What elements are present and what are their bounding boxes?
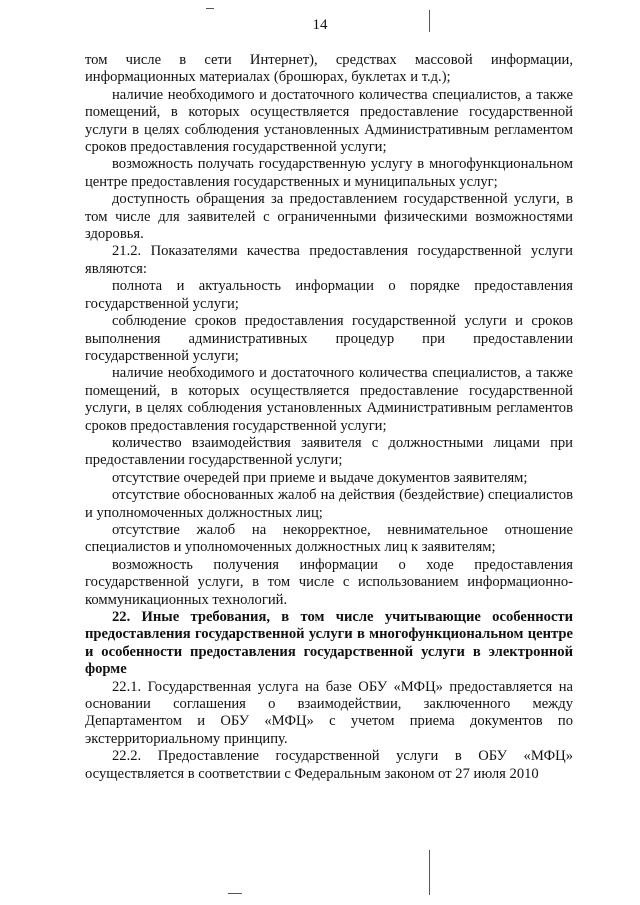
paragraph: том числе в сети Интернет), средствах массовой информации, информационных материалах (брошюрах, буклетах и т.д.); [85,52,573,86]
scan-mark-bottom [228,893,242,894]
paragraph: 22.1. Государственная услуга на базе ОБУ «МФЦ» предоставляется на основании соглашения о взаимодействии, заключенного между Департаментом и ОБУ «МФЦ» с учетом приема документов по экстерриториальному принципу. [85,678,573,747]
paragraph: наличие необходимого и достаточного количества специалистов, а также помещений, в которых осуществляется предоставление государственной услуги, в целях соблюдения установленных Административным регламентов сроков предоставления государственной услуги; [85,365,573,434]
paragraph: доступность обращения за предоставлением государственной услуги, в том числе для заявителей с ограниченными физическими возможностями здоровья. [85,191,573,243]
paragraph: 22.2. Предоставление государственной услуги в ОБУ «МФЦ» осуществляется в соответствии с Федеральным законом от 27 июля 2010 [85,748,573,782]
document-body [85,52,573,783]
paragraph: 21.2. Показателями качества предоставления государственной услуги являются: [85,243,573,277]
paragraph: возможность получать государственную услугу в многофункциональном центре предоставления государственных и муниципальных услуг; [85,156,573,190]
paragraph: наличие необходимого и достаточного количества специалистов, а также помещений, в которых осуществляется предоставление государственной услуги в целях соблюдения установленных Административным регламентом сроков предоставления государственной услуги; [85,86,573,156]
paragraph: количество взаимодействия заявителя с должностными лицами при предоставлении государственной услуги; [85,434,573,469]
scan-mark-right-top [429,10,430,32]
paragraph: отсутствие очередей при приеме и выдаче документов заявителям; [112,469,528,486]
paragraph: отсутствие обоснованных жалоб на действия (бездействие) специалистов и уполномоченных должностных лиц; [85,487,573,521]
paragraph: соблюдение сроков предоставления государственной услуги и сроков выполнения административных процедур при предоставлении государственной услуги; [85,313,573,364]
scan-mark-right-bottom [429,850,430,895]
paragraph: полнота и актуальность информации о порядке предоставления государственной услуги; [85,278,573,312]
page-number: 14 [312,17,328,33]
paragraph: возможность получения информации о ходе предоставления государственной услуги, в том числе с использованием информационно-коммуникационных технологий. [85,556,573,608]
section-heading: 22. Иные требования, в том числе учитывающие особенности предоставления государственной услуги в многофункциональном центре и особенности предоставления государственной услуги в электронной форме [85,609,573,678]
scan-mark-top [206,8,214,9]
paragraph: отсутствие жалоб на некорректное, невнимательное отношение специалистов и уполномоченных должностных лиц к заявителям; [85,521,573,556]
